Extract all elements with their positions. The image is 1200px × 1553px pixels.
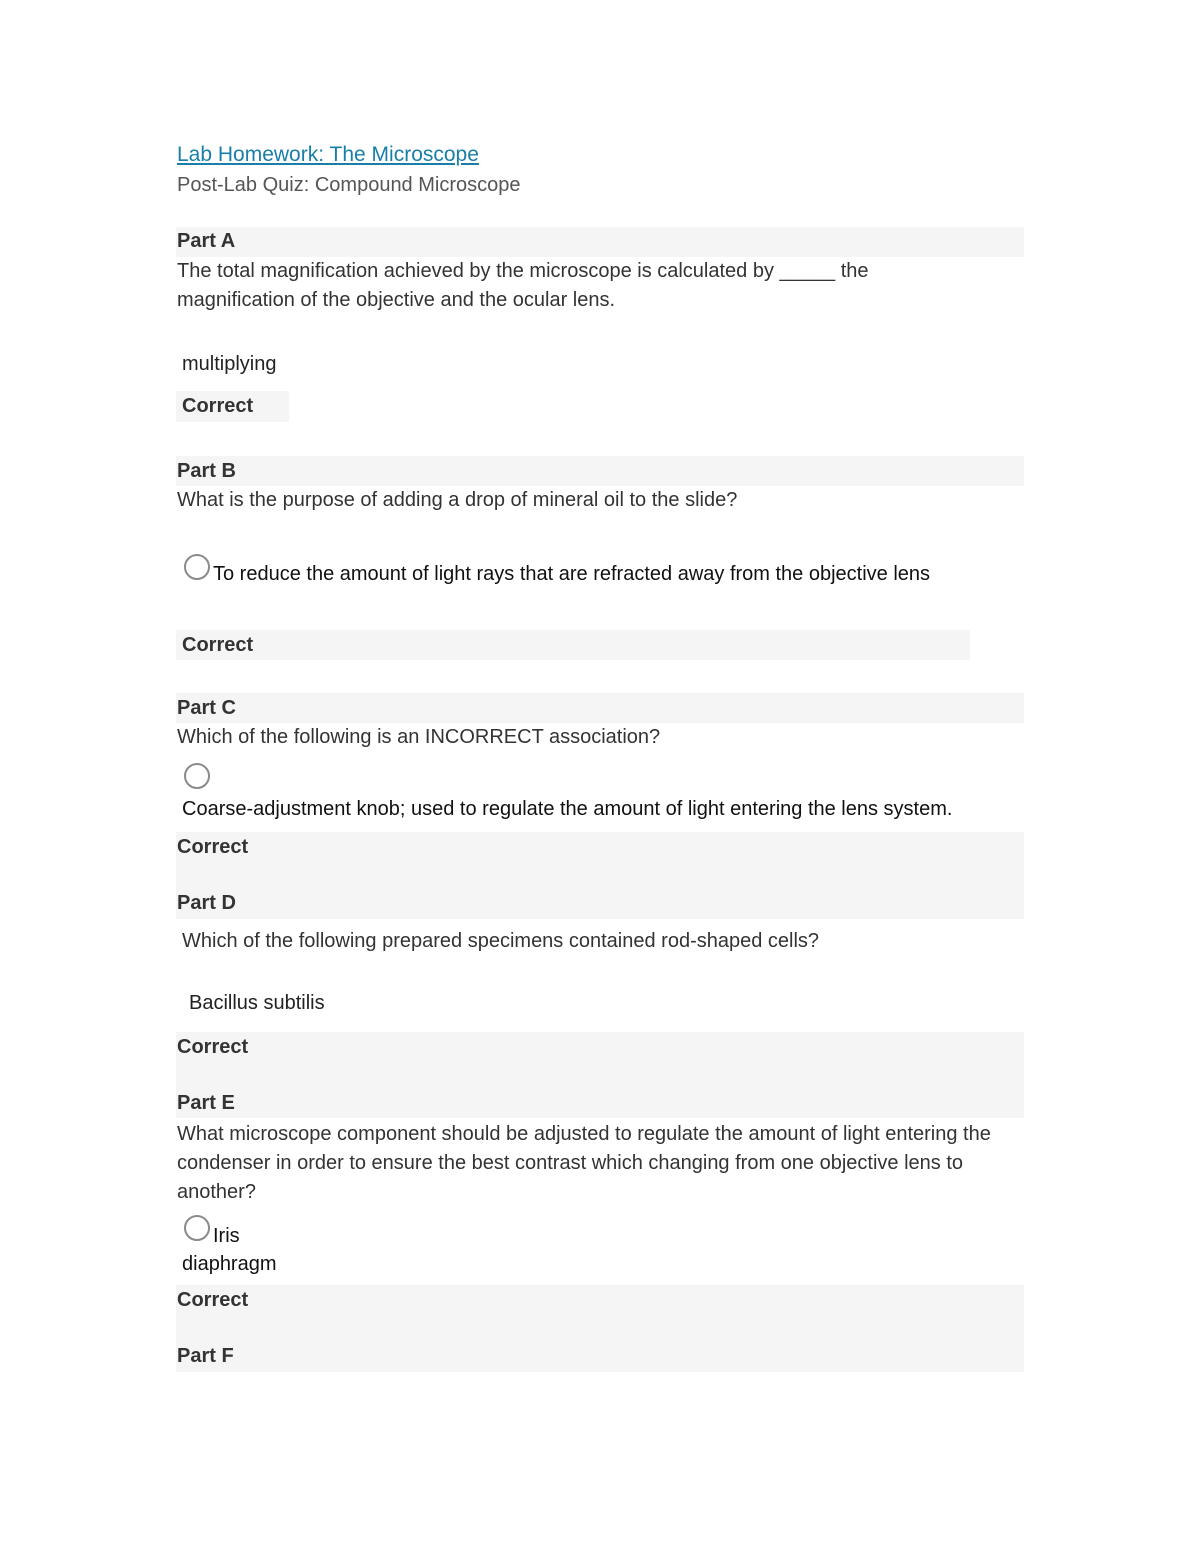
part-d-question: Which of the following prepared specimens contained rod-shaped cells? xyxy=(182,930,820,952)
part-c-header-band xyxy=(176,693,1024,723)
part-b-header-band xyxy=(176,456,1024,486)
part-a-header-band xyxy=(176,227,1024,257)
quiz-subtitle: Post-Lab Quiz: Compound Microscope xyxy=(177,174,521,196)
part-b-status: Correct xyxy=(182,634,254,656)
part-a-answer: multiplying xyxy=(182,353,277,375)
part-e-status-band xyxy=(176,1285,1024,1372)
part-c-label: Part C xyxy=(177,697,236,719)
part-b-label: Part B xyxy=(177,460,236,482)
part-c-question: Which of the following is an INCORRECT association? xyxy=(177,726,661,748)
part-e-label: Part E xyxy=(177,1092,235,1114)
homework-title-link[interactable]: Lab Homework: The Microscope xyxy=(177,143,479,166)
part-a-question: The total magnification achieved by the microscope is calculated by _____ the magnification of the objective and the ocular lens. xyxy=(177,260,869,311)
part-d-status: Correct xyxy=(177,1036,249,1058)
part-d-answer: Bacillus subtilis xyxy=(189,992,325,1014)
part-d-status-band xyxy=(176,1032,1024,1118)
part-d-label: Part D xyxy=(177,892,236,914)
part-b-status-band xyxy=(176,630,970,660)
part-c-status: Correct xyxy=(177,836,249,858)
part-e-question: What microscope component should be adjusted to regulate the amount of light entering the condenser in order to ensure the best contrast which changing from one objective lens to another? xyxy=(177,1123,991,1203)
part-a-label: Part A xyxy=(177,230,236,252)
part-c-answer: Coarse-adjustment knob; used to regulate the amount of light entering the lens system. xyxy=(182,798,953,820)
part-b-answer: To reduce the amount of light rays that are refracted away from the objective lens xyxy=(213,563,931,585)
part-c-status-band xyxy=(176,832,1024,919)
part-a-status: Correct xyxy=(182,395,254,417)
part-f-label: Part F xyxy=(177,1345,234,1367)
part-e-answer: Iris diaphragm xyxy=(182,1225,277,1275)
part-b-question: What is the purpose of adding a drop of mineral oil to the slide? xyxy=(177,489,738,511)
part-e-status: Correct xyxy=(177,1289,249,1311)
part-c-radio-button[interactable] xyxy=(184,763,210,789)
